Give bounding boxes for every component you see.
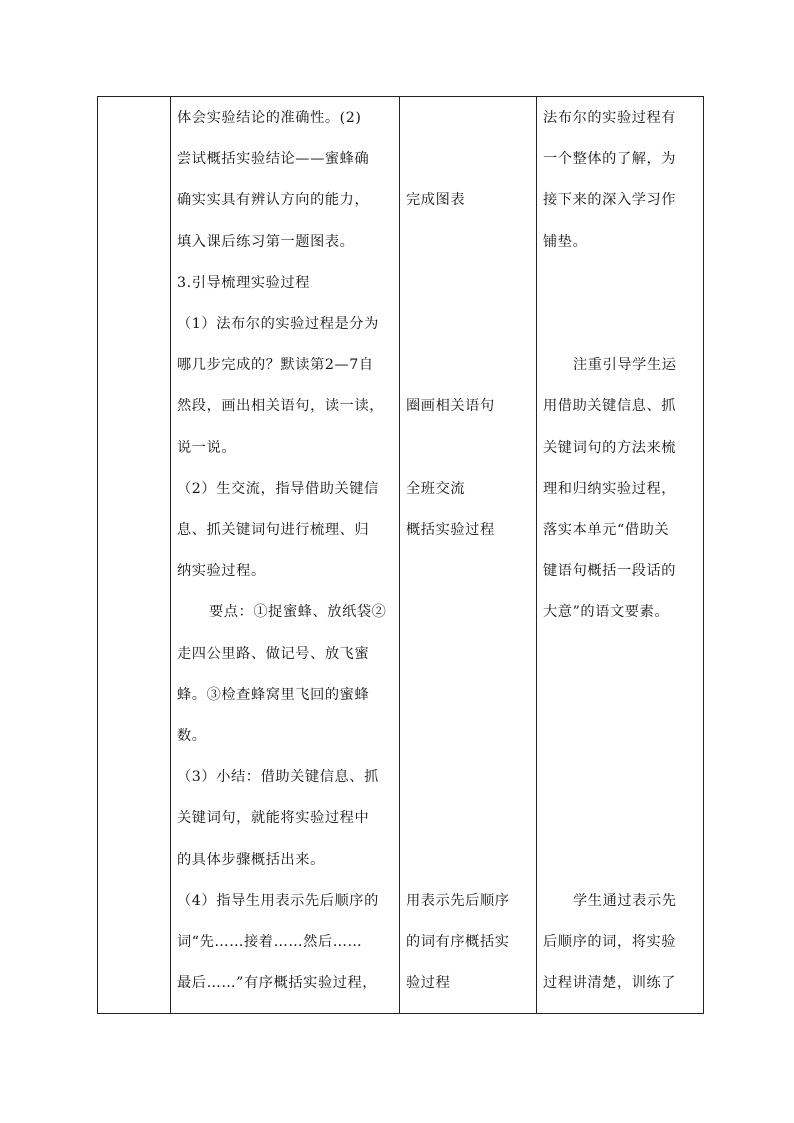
col3-line: 概括实验过程 — [406, 522, 495, 538]
col4-line: 用借助关键信息、抓 — [543, 398, 677, 415]
col2-line: 确实实具有辨认方向的能力， — [177, 192, 370, 209]
col2-line: 哪几步完成的？默读第2—7自 — [177, 357, 374, 374]
col2-line: 蜂。③检查蜂窝里飞回的蜜蜂 — [177, 686, 370, 703]
col4-line: 落实本单元“借助关 — [543, 522, 670, 538]
col2-line: 最后……”有序概括实验过程， — [177, 975, 378, 992]
student-activity-cell — [400, 97, 537, 1014]
col2-line: 说一说。 — [177, 439, 237, 456]
col2-line: 体会实验结论的准确性。(2) — [177, 110, 362, 126]
col4-line: 学生通过表示先 — [573, 892, 677, 909]
col3-line: 用表示先后顺序 — [406, 892, 510, 909]
col2-line: （3）小结：借助关键信息、抓 — [177, 769, 379, 786]
lesson-plan-table — [97, 96, 704, 1014]
col3-line: 的词有序概括实 — [406, 934, 510, 950]
col4-line: 法布尔的实验过程有 — [543, 110, 677, 126]
col2-line: 词“先……接着……然后…… — [177, 934, 363, 950]
col4-line: 注重引导学生运 — [573, 357, 677, 374]
col4-line: 关键词句的方法来梳 — [543, 439, 677, 456]
col2-line: 数。 — [177, 728, 207, 744]
col2-line: 要点：①捉蜜蜂、放纸袋② — [209, 604, 387, 621]
col3-line: 验过程 — [406, 975, 451, 992]
col3-line: 全班交流 — [406, 480, 466, 497]
col2-line: 尝试概括实验结论——蜜蜂确 — [177, 151, 370, 168]
col3-line: 完成图表 — [406, 192, 466, 209]
col2-line: 走四公里路、做记号、放飞蜜 — [177, 645, 370, 662]
col2-line: （4）指导生用表示先后顺序的 — [177, 892, 379, 909]
col4-line: 铺垫。 — [543, 233, 588, 250]
col4-line: 一个整体的了解，为 — [543, 151, 677, 168]
table-row — [98, 97, 704, 1014]
col2-line: 填入课后练习第一题图表。 — [177, 233, 355, 250]
col2-line: 纳实验过程。 — [177, 563, 266, 580]
col2-line: 息、抓关键词句进行梳理、归 — [177, 522, 370, 538]
col4-line: 大意”的语文要素。 — [543, 604, 670, 621]
empty-cell — [98, 97, 171, 1014]
col4-line: 理和归纳实验过程， — [543, 480, 677, 497]
col4-line: 接下来的深入学习作 — [543, 192, 677, 209]
design-intent-cell — [537, 97, 704, 1014]
col2-line: （1）法布尔的实验过程是分为 — [177, 316, 379, 332]
col2-line: 的具体步骤概括出来。 — [177, 851, 325, 868]
col2-line: 3.引导梳理实验过程 — [177, 274, 311, 291]
col2-line: （2）生交流，指导借助关键信 — [177, 480, 379, 497]
col4-line: 后顺序的词，将实验 — [543, 934, 677, 950]
col4-line: 键语句概括一段话的 — [543, 563, 677, 580]
col2-line: 关键词句，就能将实验过程中 — [177, 810, 370, 827]
teaching-process-cell — [171, 97, 400, 1014]
col3-line: 圈画相关语句 — [406, 398, 495, 415]
col4-line: 过程讲清楚，训练了 — [543, 975, 677, 992]
col2-line: 然段，画出相关语句，读一读， — [177, 398, 385, 415]
